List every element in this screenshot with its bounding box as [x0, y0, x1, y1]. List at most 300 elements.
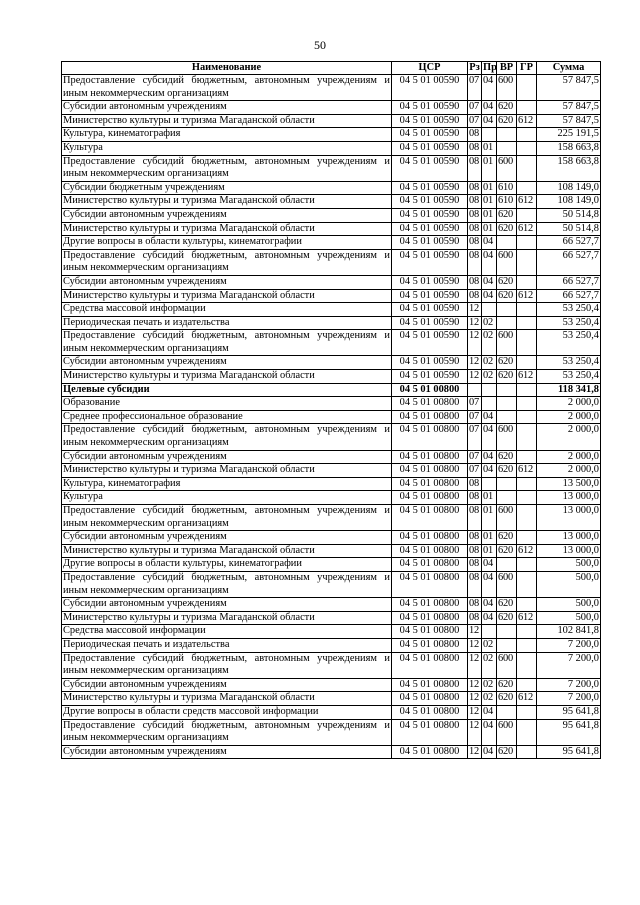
table-row	[62, 141, 601, 155]
sum-cell: 53 250,4	[537, 330, 601, 356]
name-cell: Министерство культуры и туризма Магаданской области	[62, 195, 392, 209]
table-row	[62, 598, 601, 612]
gr-cell	[517, 531, 537, 545]
pr-cell: 04	[482, 464, 497, 478]
rz-cell: 12	[468, 330, 482, 356]
sum-cell: 158 663,8	[537, 155, 601, 181]
gr-cell	[517, 638, 537, 652]
gr-cell: 612	[517, 114, 537, 128]
name-cell: Предоставление субсидий бюджетным, автономным учреждениям и иным некоммерческим организациям	[62, 571, 392, 597]
gr-cell	[517, 410, 537, 424]
table-row	[62, 289, 601, 303]
table-row	[62, 505, 601, 531]
table-row	[62, 114, 601, 128]
rz-cell: 08	[468, 491, 482, 505]
rz-cell: 08	[468, 289, 482, 303]
pr-cell: 01	[482, 141, 497, 155]
pr-cell: 04	[482, 101, 497, 115]
gr-cell: 612	[517, 370, 537, 384]
vr-cell	[497, 558, 517, 572]
sum-cell: 118 341,8	[537, 383, 601, 397]
vr-cell	[497, 397, 517, 411]
gr-cell	[517, 236, 537, 250]
sum-cell: 2 000,0	[537, 464, 601, 478]
gr-cell	[517, 450, 537, 464]
name-cell: Предоставление субсидий бюджетным, автономным учреждениям и иным некоммерческим организациям	[62, 330, 392, 356]
vr-cell	[497, 477, 517, 491]
pr-cell: 02	[482, 692, 497, 706]
vr-cell: 600	[497, 424, 517, 450]
name-cell: Министерство культуры и туризма Магаданской области	[62, 289, 392, 303]
vr-cell: 600	[497, 652, 517, 678]
name-cell: Периодическая печать и издательства	[62, 316, 392, 330]
pr-cell: 04	[482, 598, 497, 612]
rz-cell: 08	[468, 195, 482, 209]
table-row	[62, 491, 601, 505]
vr-cell: 620	[497, 611, 517, 625]
sum-cell: 66 527,7	[537, 236, 601, 250]
csr-cell: 04 5 01 00590	[392, 249, 468, 275]
gr-cell: 612	[517, 611, 537, 625]
name-cell: Министерство культуры и туризма Магаданской области	[62, 114, 392, 128]
vr-cell	[497, 141, 517, 155]
vr-cell: 620	[497, 208, 517, 222]
csr-cell: 04 5 01 00590	[392, 316, 468, 330]
table-row	[62, 181, 601, 195]
vr-cell: 620	[497, 544, 517, 558]
name-cell: Культура	[62, 491, 392, 505]
sum-cell: 158 663,8	[537, 141, 601, 155]
name-cell: Среднее профессиональное образование	[62, 410, 392, 424]
rz-cell: 12	[468, 678, 482, 692]
sum-cell: 95 641,8	[537, 745, 601, 759]
rz-cell: 12	[468, 692, 482, 706]
rz-cell: 07	[468, 101, 482, 115]
table-row	[62, 128, 601, 142]
table-row	[62, 410, 601, 424]
pr-cell: 02	[482, 638, 497, 652]
sum-cell: 500,0	[537, 558, 601, 572]
csr-cell: 04 5 01 00590	[392, 330, 468, 356]
table-row	[62, 370, 601, 384]
gr-cell	[517, 491, 537, 505]
pr-cell	[482, 303, 497, 317]
csr-cell: 04 5 01 00800	[392, 410, 468, 424]
rz-cell: 07	[468, 424, 482, 450]
pr-cell	[482, 397, 497, 411]
sum-cell: 53 250,4	[537, 303, 601, 317]
table-row	[62, 316, 601, 330]
vr-cell	[497, 236, 517, 250]
table-row	[62, 719, 601, 745]
gr-cell	[517, 705, 537, 719]
rz-cell: 08	[468, 181, 482, 195]
gr-cell	[517, 625, 537, 639]
csr-cell: 04 5 01 00590	[392, 208, 468, 222]
page-number: 50	[314, 38, 326, 52]
table-row	[62, 75, 601, 101]
sum-cell: 50 514,8	[537, 208, 601, 222]
gr-cell: 612	[517, 464, 537, 478]
gr-cell	[517, 275, 537, 289]
name-cell: Министерство культуры и туризма Магаданской области	[62, 370, 392, 384]
sum-cell: 7 200,0	[537, 638, 601, 652]
csr-cell: 04 5 01 00590	[392, 101, 468, 115]
gr-cell	[517, 303, 537, 317]
header-pr: Пр	[483, 62, 497, 73]
table-header	[62, 62, 601, 75]
pr-cell: 04	[482, 611, 497, 625]
pr-cell	[482, 128, 497, 142]
pr-cell: 01	[482, 155, 497, 181]
name-cell: Культура	[62, 141, 392, 155]
csr-cell: 04 5 01 00800	[392, 745, 468, 759]
sum-cell: 66 527,7	[537, 289, 601, 303]
pr-cell: 01	[482, 208, 497, 222]
sum-cell: 108 149,0	[537, 181, 601, 195]
pr-cell: 01	[482, 181, 497, 195]
table-row	[62, 464, 601, 478]
rz-cell: 08	[468, 477, 482, 491]
sum-cell: 53 250,4	[537, 370, 601, 384]
sum-cell: 95 641,8	[537, 719, 601, 745]
csr-cell: 04 5 01 00800	[392, 625, 468, 639]
rz-cell: 12	[468, 303, 482, 317]
sum-cell: 500,0	[537, 598, 601, 612]
vr-cell: 620	[497, 464, 517, 478]
rz-cell: 07	[468, 450, 482, 464]
sum-cell: 13 000,0	[537, 531, 601, 545]
name-cell: Министерство культуры и туризма Магаданской области	[62, 222, 392, 236]
rz-cell: 08	[468, 208, 482, 222]
table-row	[62, 397, 601, 411]
gr-cell: 612	[517, 692, 537, 706]
vr-cell: 600	[497, 155, 517, 181]
name-cell: Министерство культуры и туризма Магаданской области	[62, 611, 392, 625]
name-cell: Средства массовой информации	[62, 303, 392, 317]
csr-cell: 04 5 01 00590	[392, 303, 468, 317]
csr-cell: 04 5 01 00800	[392, 397, 468, 411]
pr-cell: 04	[482, 558, 497, 572]
sum-cell: 2 000,0	[537, 424, 601, 450]
rz-cell: 08	[468, 598, 482, 612]
table-row	[62, 705, 601, 719]
csr-cell: 04 5 01 00800	[392, 558, 468, 572]
table-body	[62, 75, 601, 759]
table-row	[62, 450, 601, 464]
vr-cell: 620	[497, 678, 517, 692]
rz-cell: 07	[468, 75, 482, 101]
sum-cell: 2 000,0	[537, 450, 601, 464]
rz-cell: 12	[468, 370, 482, 384]
table-row	[62, 303, 601, 317]
header-vr: ВР	[497, 62, 517, 75]
gr-cell	[517, 598, 537, 612]
sum-cell: 50 514,8	[537, 222, 601, 236]
csr-cell: 04 5 01 00590	[392, 155, 468, 181]
csr-cell: 04 5 01 00590	[392, 289, 468, 303]
pr-cell: 02	[482, 356, 497, 370]
rz-cell: 08	[468, 531, 482, 545]
table-row	[62, 558, 601, 572]
csr-cell: 04 5 01 00800	[392, 424, 468, 450]
pr-cell: 04	[482, 75, 497, 101]
csr-cell: 04 5 01 00590	[392, 75, 468, 101]
csr-cell: 04 5 01 00590	[392, 195, 468, 209]
gr-cell	[517, 558, 537, 572]
pr-cell: 04	[482, 450, 497, 464]
vr-cell	[497, 383, 517, 397]
pr-cell: 04	[482, 275, 497, 289]
csr-cell: 04 5 01 00590	[392, 236, 468, 250]
pr-cell: 04	[482, 289, 497, 303]
name-cell: Субсидии автономным учреждениям	[62, 745, 392, 759]
gr-cell: 612	[517, 195, 537, 209]
pr-cell: 02	[482, 330, 497, 356]
rz-cell: 08	[468, 236, 482, 250]
rz-cell: 08	[468, 558, 482, 572]
sum-cell: 57 847,5	[537, 101, 601, 115]
table-row	[62, 544, 601, 558]
vr-cell: 620	[497, 114, 517, 128]
gr-cell	[517, 155, 537, 181]
pr-cell: 04	[482, 249, 497, 275]
csr-cell: 04 5 01 00800	[392, 464, 468, 478]
rz-cell: 07	[468, 114, 482, 128]
gr-cell	[517, 505, 537, 531]
csr-cell: 04 5 01 00800	[392, 638, 468, 652]
table-row	[62, 652, 601, 678]
sum-cell: 7 200,0	[537, 678, 601, 692]
name-cell: Субсидии автономным учреждениям	[62, 598, 392, 612]
pr-cell: 04	[482, 424, 497, 450]
csr-cell: 04 5 01 00590	[392, 181, 468, 195]
pr-cell	[482, 477, 497, 491]
rz-cell: 08	[468, 571, 482, 597]
sum-cell: 66 527,7	[537, 249, 601, 275]
rz-cell: 12	[468, 356, 482, 370]
name-cell: Предоставление субсидий бюджетным, автономным учреждениям и иным некоммерческим организациям	[62, 719, 392, 745]
csr-cell: 04 5 01 00590	[392, 114, 468, 128]
sum-cell: 13 000,0	[537, 491, 601, 505]
csr-cell: 04 5 01 00800	[392, 598, 468, 612]
csr-cell: 04 5 01 00800	[392, 544, 468, 558]
name-cell: Предоставление субсидий бюджетным, автономным учреждениям и иным некоммерческим организациям	[62, 505, 392, 531]
name-cell: Средства массовой информации	[62, 625, 392, 639]
gr-cell: 612	[517, 289, 537, 303]
rz-cell: 07	[468, 464, 482, 478]
table-row	[62, 101, 601, 115]
rz-cell: 08	[468, 611, 482, 625]
name-cell: Субсидии автономным учреждениям	[62, 450, 392, 464]
csr-cell: 04 5 01 00800	[392, 450, 468, 464]
sum-cell: 500,0	[537, 571, 601, 597]
name-cell: Министерство культуры и туризма Магаданской области	[62, 692, 392, 706]
table-row	[62, 155, 601, 181]
header-name: Наименование	[62, 62, 392, 75]
pr-cell: 02	[482, 316, 497, 330]
gr-cell	[517, 356, 537, 370]
pr-cell: 01	[482, 491, 497, 505]
vr-cell: 620	[497, 370, 517, 384]
table-row	[62, 625, 601, 639]
sum-cell: 2 000,0	[537, 410, 601, 424]
name-cell: Субсидии автономным учреждениям	[62, 208, 392, 222]
csr-cell: 04 5 01 00590	[392, 128, 468, 142]
sum-cell: 500,0	[537, 611, 601, 625]
name-cell: Целевые субсидии	[62, 383, 392, 397]
gr-cell: 612	[517, 222, 537, 236]
budget-table	[61, 61, 601, 759]
name-cell: Культура, кинематография	[62, 128, 392, 142]
table-row	[62, 356, 601, 370]
csr-cell: 04 5 01 00800	[392, 705, 468, 719]
pr-cell: 04	[482, 236, 497, 250]
vr-cell	[497, 491, 517, 505]
table-row	[62, 638, 601, 652]
csr-cell: 04 5 01 00800	[392, 383, 468, 397]
name-cell: Периодическая печать и издательства	[62, 638, 392, 652]
sum-cell: 53 250,4	[537, 316, 601, 330]
name-cell: Предоставление субсидий бюджетным, автономным учреждениям и иным некоммерческим организациям	[62, 155, 392, 181]
rz-cell: 12	[468, 719, 482, 745]
name-cell: Другие вопросы в области средств массовой информации	[62, 705, 392, 719]
gr-cell	[517, 424, 537, 450]
pr-cell: 01	[482, 222, 497, 236]
rz-cell: 08	[468, 155, 482, 181]
vr-cell: 620	[497, 531, 517, 545]
csr-cell: 04 5 01 00800	[392, 719, 468, 745]
rz-cell: 12	[468, 705, 482, 719]
name-cell: Субсидии автономным учреждениям	[62, 101, 392, 115]
vr-cell: 600	[497, 505, 517, 531]
table-row	[62, 571, 601, 597]
vr-cell: 620	[497, 222, 517, 236]
pr-cell: 04	[482, 705, 497, 719]
gr-cell	[517, 75, 537, 101]
name-cell: Культура, кинематография	[62, 477, 392, 491]
gr-cell	[517, 316, 537, 330]
pr-cell: 02	[482, 370, 497, 384]
vr-cell: 600	[497, 330, 517, 356]
sum-cell: 13 500,0	[537, 477, 601, 491]
vr-cell: 600	[497, 571, 517, 597]
rz-cell	[468, 383, 482, 397]
name-cell: Другие вопросы в области культуры, кинематографии	[62, 558, 392, 572]
sum-cell: 95 641,8	[537, 705, 601, 719]
pr-cell: 02	[482, 652, 497, 678]
name-cell: Министерство культуры и туризма Магаданской области	[62, 544, 392, 558]
csr-cell: 04 5 01 00590	[392, 275, 468, 289]
table-row	[62, 330, 601, 356]
gr-cell	[517, 678, 537, 692]
vr-cell: 600	[497, 719, 517, 745]
gr-cell	[517, 719, 537, 745]
name-cell: Субсидии автономным учреждениям	[62, 275, 392, 289]
pr-cell: 01	[482, 505, 497, 531]
csr-cell: 04 5 01 00800	[392, 678, 468, 692]
rz-cell: 08	[468, 505, 482, 531]
header-sum: Сумма	[537, 62, 601, 75]
csr-cell: 04 5 01 00800	[392, 652, 468, 678]
sum-cell: 57 847,5	[537, 75, 601, 101]
header-csr: ЦСР	[392, 62, 468, 75]
pr-cell: 04	[482, 719, 497, 745]
table-row	[62, 236, 601, 250]
gr-cell	[517, 249, 537, 275]
gr-cell	[517, 181, 537, 195]
rz-cell: 12	[468, 316, 482, 330]
csr-cell: 04 5 01 00590	[392, 370, 468, 384]
rz-cell: 08	[468, 222, 482, 236]
vr-cell: 620	[497, 450, 517, 464]
gr-cell	[517, 330, 537, 356]
csr-cell: 04 5 01 00800	[392, 611, 468, 625]
csr-cell: 04 5 01 00800	[392, 692, 468, 706]
vr-cell: 620	[497, 101, 517, 115]
pr-cell	[482, 383, 497, 397]
name-cell: Субсидии автономным учреждениям	[62, 356, 392, 370]
vr-cell	[497, 410, 517, 424]
sum-cell: 57 847,5	[537, 114, 601, 128]
vr-cell: 610	[497, 195, 517, 209]
csr-cell: 04 5 01 00800	[392, 491, 468, 505]
sum-cell: 7 200,0	[537, 652, 601, 678]
gr-cell	[517, 477, 537, 491]
name-cell: Субсидии автономным учреждениям	[62, 678, 392, 692]
table-row	[62, 477, 601, 491]
name-cell: Предоставление субсидий бюджетным, автономным учреждениям и иным некоммерческим организациям	[62, 75, 392, 101]
vr-cell: 620	[497, 289, 517, 303]
table-row	[62, 249, 601, 275]
header-gr: ГР	[517, 62, 537, 75]
vr-cell	[497, 625, 517, 639]
name-cell: Предоставление субсидий бюджетным, автономным учреждениям и иным некоммерческим организациям	[62, 424, 392, 450]
vr-cell: 620	[497, 275, 517, 289]
sum-cell: 2 000,0	[537, 397, 601, 411]
table-row	[62, 745, 601, 759]
vr-cell	[497, 128, 517, 142]
name-cell: Предоставление субсидий бюджетным, автономным учреждениям и иным некоммерческим организациям	[62, 249, 392, 275]
vr-cell: 600	[497, 249, 517, 275]
csr-cell: 04 5 01 00590	[392, 141, 468, 155]
rz-cell: 08	[468, 275, 482, 289]
table-row	[62, 424, 601, 450]
rz-cell: 08	[468, 141, 482, 155]
sum-cell: 53 250,4	[537, 356, 601, 370]
gr-cell	[517, 141, 537, 155]
table-row	[62, 275, 601, 289]
vr-cell	[497, 705, 517, 719]
vr-cell: 600	[497, 75, 517, 101]
vr-cell	[497, 303, 517, 317]
gr-cell	[517, 652, 537, 678]
sum-cell: 108 149,0	[537, 195, 601, 209]
name-cell: Образование	[62, 397, 392, 411]
table-row	[62, 383, 601, 397]
gr-cell	[517, 745, 537, 759]
gr-cell	[517, 208, 537, 222]
table-row	[62, 531, 601, 545]
gr-cell	[517, 571, 537, 597]
rz-cell: 08	[468, 544, 482, 558]
name-cell: Предоставление субсидий бюджетным, автономным учреждениям и иным некоммерческим организациям	[62, 652, 392, 678]
vr-cell: 620	[497, 745, 517, 759]
pr-cell: 01	[482, 531, 497, 545]
gr-cell	[517, 383, 537, 397]
gr-cell	[517, 128, 537, 142]
gr-cell	[517, 397, 537, 411]
